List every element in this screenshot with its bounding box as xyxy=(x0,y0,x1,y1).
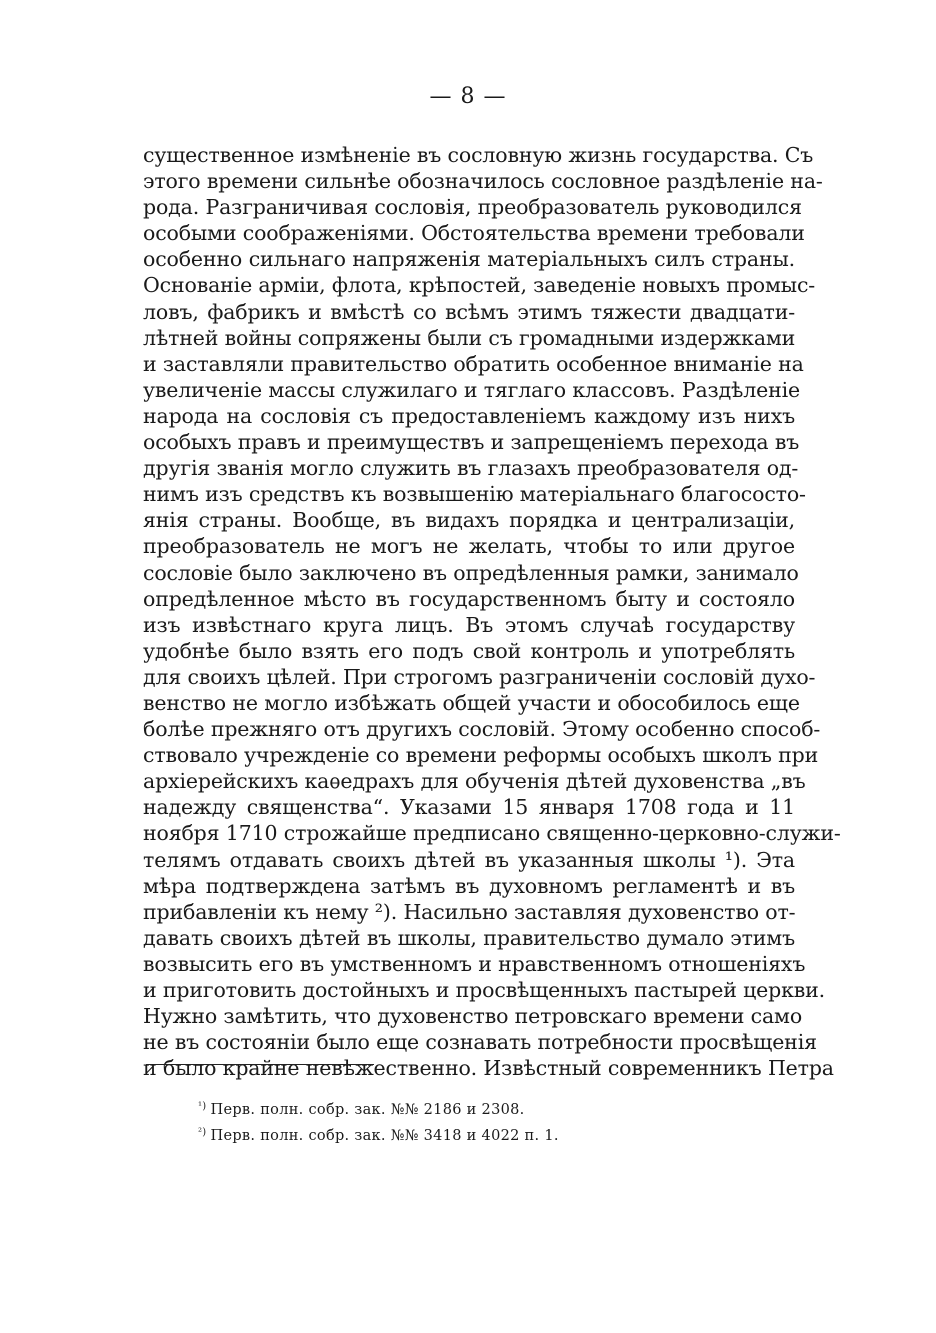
text-line: болѣе прежняго отъ другихъ сословій. Этому особенно способ- xyxy=(143,717,821,742)
text-line: другія званія могло служить въ глазахъ преобразователя од- xyxy=(143,456,799,481)
text-line: возвысить его въ умственномъ и нравственномъ отношеніяхъ xyxy=(143,951,806,976)
footnote-text: Перв. полн. собр. зак. №№ 3418 и 4022 п. 1. xyxy=(210,1128,559,1144)
text-line: лѣтней войны сопряжены были съ громадными издержками xyxy=(143,325,796,350)
text-line: существенное измѣненіе въ сословную жизнь государства. Съ xyxy=(143,143,814,167)
text-line: сословіе было заключено въ опредѣленныя рамки, занимало xyxy=(143,560,799,585)
text-line: нимъ изъ средствъ къ возвышенію матеріальнаго благососто- xyxy=(143,482,806,507)
text-line: прибавленіи къ нему ²). Насильно заставляя духовенство от- xyxy=(143,899,796,924)
text-line: не въ состояніи было еще сознавать потребности просвѣщенія xyxy=(143,1030,817,1055)
footnotes xyxy=(198,1094,559,1146)
text-line: мѣра подтверждена затѣмъ въ духовномъ регламентѣ и въ xyxy=(143,873,795,898)
text-line: ловъ, фабрикъ и вмѣстѣ со всѣмъ этимъ тяжести двадцати- xyxy=(143,299,795,324)
text-line: преобразователь не могъ не желать, чтобы то или другое xyxy=(143,534,795,559)
text-line: надежду священства“. Указами 15 января 1708 года и 11 xyxy=(143,795,795,820)
text-line: для своихъ цѣлей. При строгомъ разграниченіи сословій духо- xyxy=(143,664,816,689)
text-line: особыми соображеніями. Обстоятельства времени требовали xyxy=(143,221,805,246)
footnote-text: Перв. полн. собр. зак. №№ 2186 и 2308. xyxy=(210,1102,525,1118)
text-line: изъ извѣстнаго круга лицъ. Въ этомъ случаѣ государству xyxy=(143,612,795,637)
text-line: архіерейскихъ каѳедрахъ для обученія дѣтей духовенства „въ xyxy=(143,769,806,794)
footnote-mark: ²) xyxy=(198,1127,207,1138)
text-line: венство не могло избѣжать общей участи и обособилось еще xyxy=(143,690,800,715)
footnote xyxy=(198,1094,559,1120)
text-line: этого времени сильнѣе обозначилось сословное раздѣленіе на- xyxy=(143,169,823,194)
text-line: и заставляли правительство обратить особенное вниманіе на xyxy=(143,351,804,376)
footnote-divider xyxy=(146,1064,374,1065)
text-line: ствовало учрежденіе со времени реформы особыхъ школъ при xyxy=(143,743,819,768)
text-line: давать своихъ дѣтей въ школы, правительство думало этимъ xyxy=(143,925,795,950)
text-line: особенно сильнаго напряженія матеріальныхъ силъ страны. xyxy=(143,247,795,272)
text-line: опредѣленное мѣсто въ государственномъ быту и состояло xyxy=(143,586,795,611)
text-line: увеличеніе массы служилаго и тяглаго классовъ. Раздѣленіе xyxy=(143,377,801,402)
text-line: особыхъ правъ и преимуществъ и запрещеніемъ перехода въ xyxy=(143,430,800,455)
text-line: народа на сословія съ предоставленіемъ каждому изъ нихъ xyxy=(143,403,795,428)
text-line: Нужно замѣтить, что духовенство петровскаго времени само xyxy=(143,1004,803,1029)
page-number: — 8 — xyxy=(429,84,507,109)
body-text xyxy=(143,142,841,1081)
text-line: телямъ отдавать своихъ дѣтей въ указанныя школы ¹). Эта xyxy=(143,847,795,872)
text-line: Основаніе арміи, флота, крѣпостей, заведеніе новыхъ промыс- xyxy=(143,273,816,298)
text-line: рода. Разграничивая сословія, преобразователь руководился xyxy=(143,195,802,220)
text-line: янія страны. Вообще, въ видахъ порядка и централизаціи, xyxy=(143,508,795,533)
footnote-mark: ¹) xyxy=(198,1101,207,1112)
text-line: и приготовить достойныхъ и просвѣщенныхъ пастырей церкви. xyxy=(143,978,826,1002)
text-line: ноября 1710 строжайше предписано священно-церковно-служи- xyxy=(143,821,841,846)
footnote xyxy=(198,1120,559,1146)
text-line: и было крайне невѣжественно. Извѣстный современникъ Петра xyxy=(143,1056,834,1081)
text-line: удобнѣе было взять его подъ свой контроль и употреблять xyxy=(143,638,795,663)
